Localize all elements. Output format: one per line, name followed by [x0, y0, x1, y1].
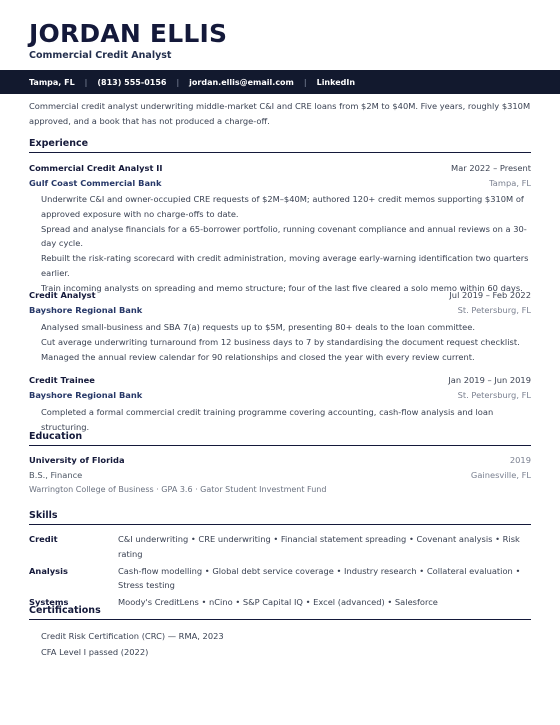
skill-category: Analysis: [29, 565, 68, 576]
job-org-row: [29, 390, 531, 400]
education-details: Warrington College of Business · GPA 3.6 · Gator Student Investment Fund: [29, 485, 327, 494]
skill-values: Moody's CreditLens • nCino • S&P Capital IQ • Excel (advanced) • Salesforce: [118, 597, 438, 607]
education-degree-row: [29, 470, 531, 480]
job-org-row: [29, 305, 531, 315]
job-header: [29, 163, 531, 173]
education-degree: B.S., Finance: [29, 470, 83, 480]
list-item: Rebuilt the risk-rating scorecard with credit administration, moving average early-warning identification two quarters earlier.: [41, 253, 529, 278]
job-role: Credit Trainee: [29, 375, 95, 385]
job-location: St. Petersburg, FL: [457, 305, 531, 315]
job-header: [29, 290, 531, 300]
list-item: Completed a formal commercial credit training programme covering accounting, cash-flow analysis and loan structuring.: [41, 407, 494, 432]
skill-row: [29, 564, 531, 593]
candidate-name: JORDAN ELLIS: [29, 19, 228, 48]
contact-separator: |: [176, 77, 180, 87]
certifications-list: [41, 629, 224, 661]
section-heading-education: Education: [29, 431, 531, 446]
job-bullets: [41, 192, 531, 296]
contact-linkedin[interactable]: LinkedIn: [316, 77, 356, 87]
job-bullets: [41, 320, 531, 365]
job-dates: Jul 2019 – Feb 2022: [449, 290, 531, 300]
job-dates: Jan 2019 – Jun 2019: [448, 375, 531, 385]
contact-separator: |: [303, 77, 307, 87]
job-location: Tampa, FL: [489, 178, 531, 188]
job-dates: Mar 2022 – Present: [451, 163, 531, 173]
job-role: Commercial Credit Analyst II: [29, 163, 163, 173]
list-item: Analysed small-business and SBA 7(a) requests up to $5M, presenting 80+ deals to the loan committee.: [41, 322, 475, 332]
education-year: 2019: [509, 455, 531, 465]
job-location: St. Petersburg, FL: [457, 390, 531, 400]
skill-category: Credit: [29, 534, 58, 544]
certification-item: CFA Level I passed (2022): [41, 647, 149, 657]
job-header: [29, 375, 531, 385]
skill-values: Cash-flow modelling • Global debt service coverage • Industry research • Collateral evaluation • Stress testing: [118, 565, 521, 590]
contact-email[interactable]: jordan.ellis@email.com: [189, 77, 294, 87]
skill-category: Systems: [29, 597, 69, 607]
job-org-row: [29, 178, 531, 188]
list-item: Cut average underwriting turnaround from 12 business days to 7 by standardising the document request checklist.: [41, 337, 520, 347]
contact-separator: |: [84, 77, 88, 87]
candidate-title: Commercial Credit Analyst: [29, 50, 172, 61]
job-org: Bayshore Regional Bank: [29, 305, 143, 315]
education-header: [29, 455, 531, 465]
certification-item: Credit Risk Certification (CRC) — RMA, 2023: [41, 631, 224, 641]
section-heading-skills: Skills: [29, 510, 531, 525]
skills-table: [29, 532, 531, 612]
job-org: Gulf Coast Commercial Bank: [29, 178, 162, 188]
job-org: Bayshore Regional Bank: [29, 390, 143, 400]
list-item: Train incoming analysts on spreading and memo structure; four of the last five cleared a solo memo within 60 days.: [41, 282, 523, 293]
contact-location: Tampa, FL: [29, 77, 75, 87]
list-item: Underwrite C&I and owner-occupied CRE requests of $2M–$40M; authored 120+ credit memos supporting $310M of approved exposure with no charge-offs to date.: [41, 194, 524, 219]
list-item: Managed the annual review calendar for 90 relationships and closed the year with every review current.: [41, 352, 475, 362]
skill-row: [29, 532, 531, 561]
section-heading-experience: Experience: [29, 138, 531, 153]
list-item: Spread and analyse financials for a 65-borrower portfolio, running covenant compliance and annual reviews on a 30-day cycle.: [41, 223, 527, 248]
section-heading-certifications: Certifications: [29, 605, 531, 620]
education-location: Gainesville, FL: [470, 470, 531, 480]
education-school: University of Florida: [29, 455, 125, 465]
contact-phone[interactable]: (813) 555-0156: [97, 77, 167, 87]
skill-values: C&I underwriting • CRE underwriting • Financial statement spreading • Covenant analysis • Risk rating: [118, 534, 520, 559]
summary: Commercial credit analyst underwriting middle-market C&I and CRE loans from $2M to $40M. Five years, roughly $310M approved, and a book that has not produced a charge-off.: [29, 101, 531, 126]
contact-bar: [0, 70, 560, 94]
job-role: Credit Analyst: [29, 290, 96, 300]
